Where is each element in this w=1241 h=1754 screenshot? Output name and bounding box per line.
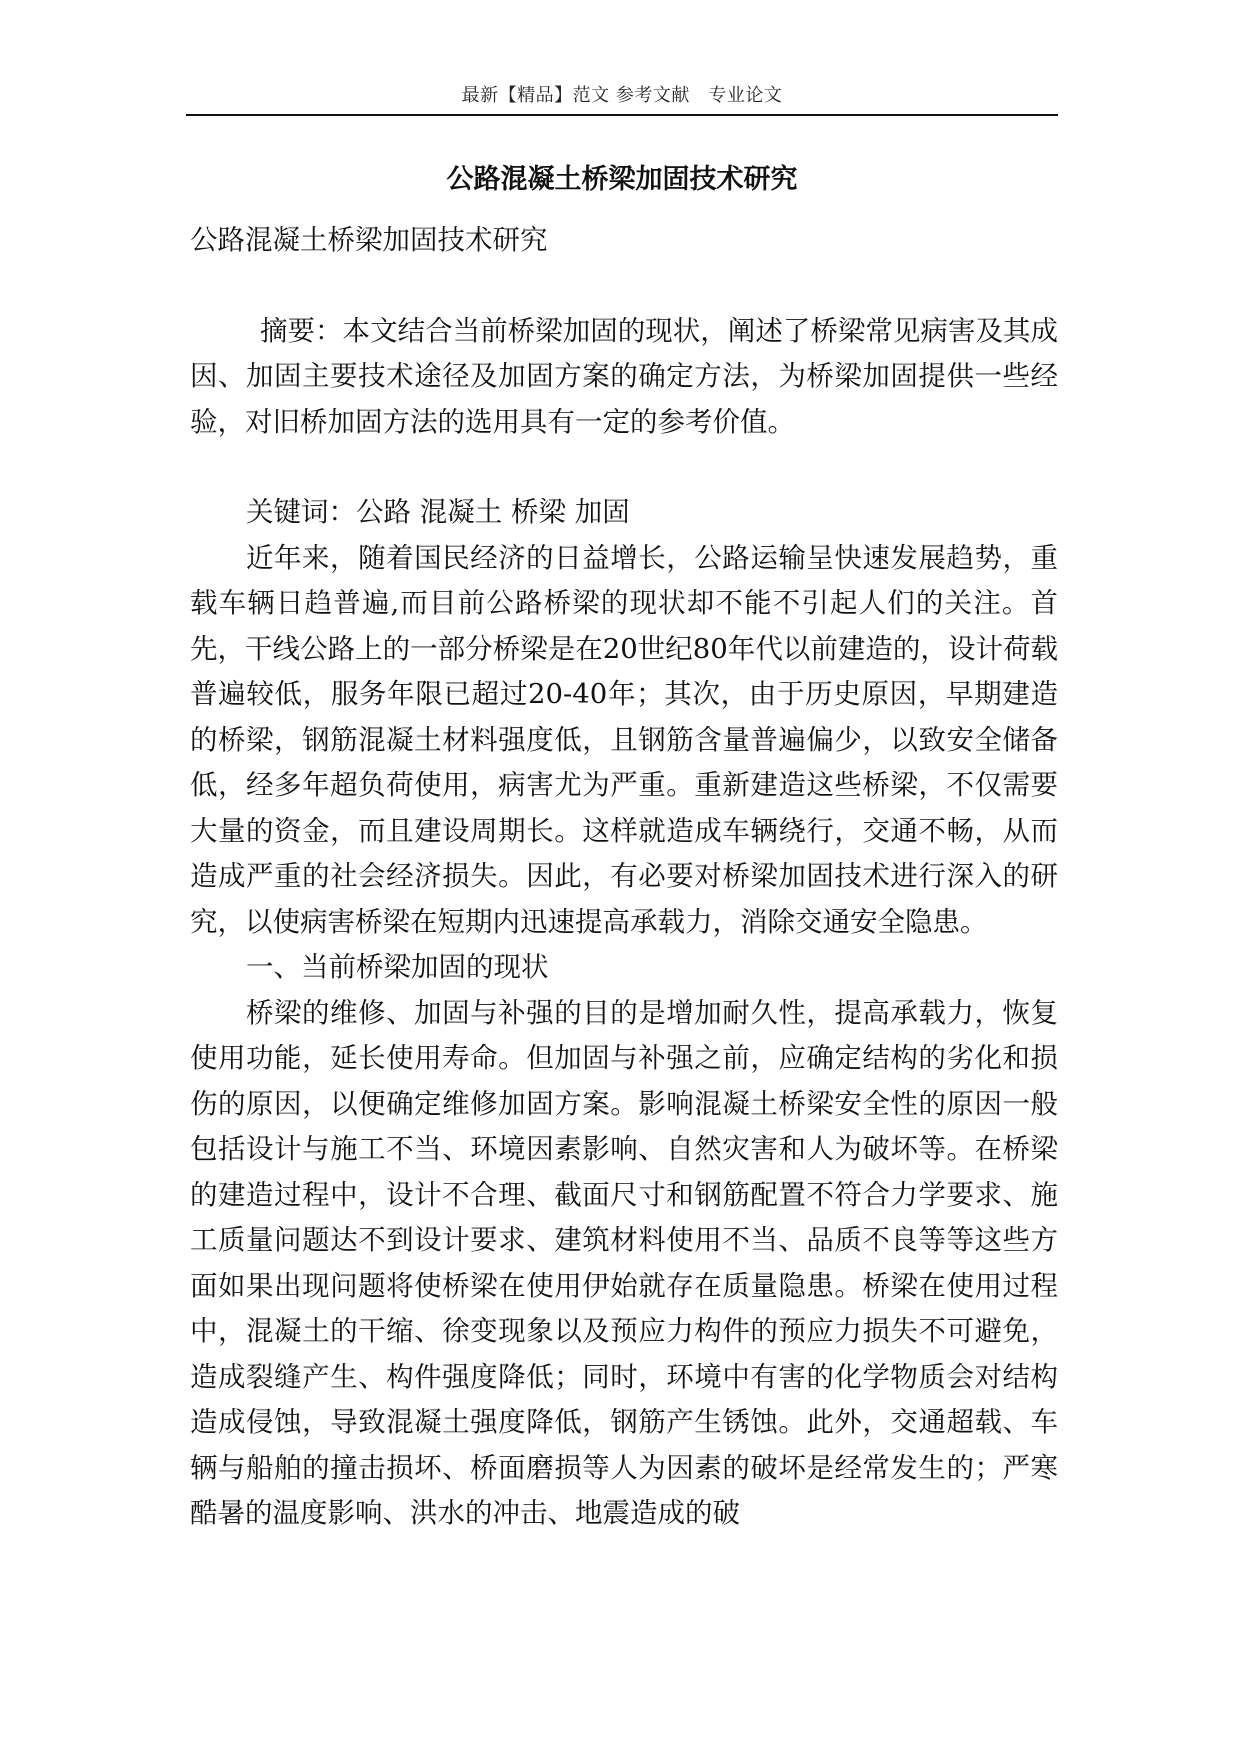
header-rule [186, 114, 1058, 116]
document-subtitle: 公路混凝土桥梁加固技术研究 [190, 224, 548, 256]
section-heading: 一、当前桥梁加固的现状 [246, 951, 549, 983]
document-body [190, 218, 1058, 1537]
keywords-line: 关键词：公路 混凝土 桥梁 加固 [246, 496, 630, 528]
abstract-paragraph: 摘要：本文结合当前桥梁加固的现状，阐述了桥梁常见病害及其成因、加固主要技术途径及加固方案的确定方法，为桥梁加固提供一些经验，对旧桥加固方法的选用具有一定的参考价值。 [190, 314, 1058, 438]
document-title: 公路混凝土桥梁加固技术研究 [446, 164, 798, 195]
page-header: 最新【精品】范文 参考文献 专业论文 [461, 85, 783, 106]
body-paragraph: 近年来，随着国民经济的日益增长，公路运输呈快速发展趋势，重载车辆日趋普遍,而目前公路桥梁的现状却不能不引起人们的关注。首先，干线公路上的一部分桥梁是在20世纪80年代以前建造的，设计荷载普遍较低，服务年限已超过20-40年；其次，由于历史原因，早期建造的桥梁，钢筋混凝土材料强度低，且钢筋含量普遍偏少，以致安全储备低，经多年超负荷使用，病害尤为严重。重新建造这些桥梁，不仅需要大量的资金，而且建设周期长。这样就造成车辆绕行，交通不畅，从而造成严重的社会经济损失。因此，有必要对桥梁加固技术进行深入的研究，以使病害桥梁在短期内迅速提高承载力，消除交通安全隐患。 [190, 541, 1058, 938]
body-paragraph: 桥梁的维修、加固与补强的目的是增加耐久性，提高承载力，恢复使用功能，延长使用寿命。但加固与补强之前，应确定结构的劣化和损伤的原因，以便确定维修加固方案。影响混凝土桥梁安全性的原因一般包括设计与施工不当、环境因素影响、自然灾害和人为破坏等。在桥梁的建造过程中，设计不合理、截面尺寸和钢筋配置不符合力学要求、施工质量问题达不到设计要求、建筑材料使用不当、品质不良等等这些方面如果出现问题将使桥梁在使用伊始就存在质量隐患。桥梁在使用过程中，混凝土的干缩、徐变现象以及预应力构件的预应力损失不可避免，造成裂缝产生、构件强度降低；同时，环境中有害的化学物质会对结构造成侵蚀，导致混凝土强度降低，钢筋产生锈蚀。此外，交通超载、车辆与船舶的撞击损坏、桥面磨损等人为因素的破坏是经常发生的；严寒酷暑的温度影响、洪水的冲击、地震造成的破 [190, 996, 1058, 1529]
